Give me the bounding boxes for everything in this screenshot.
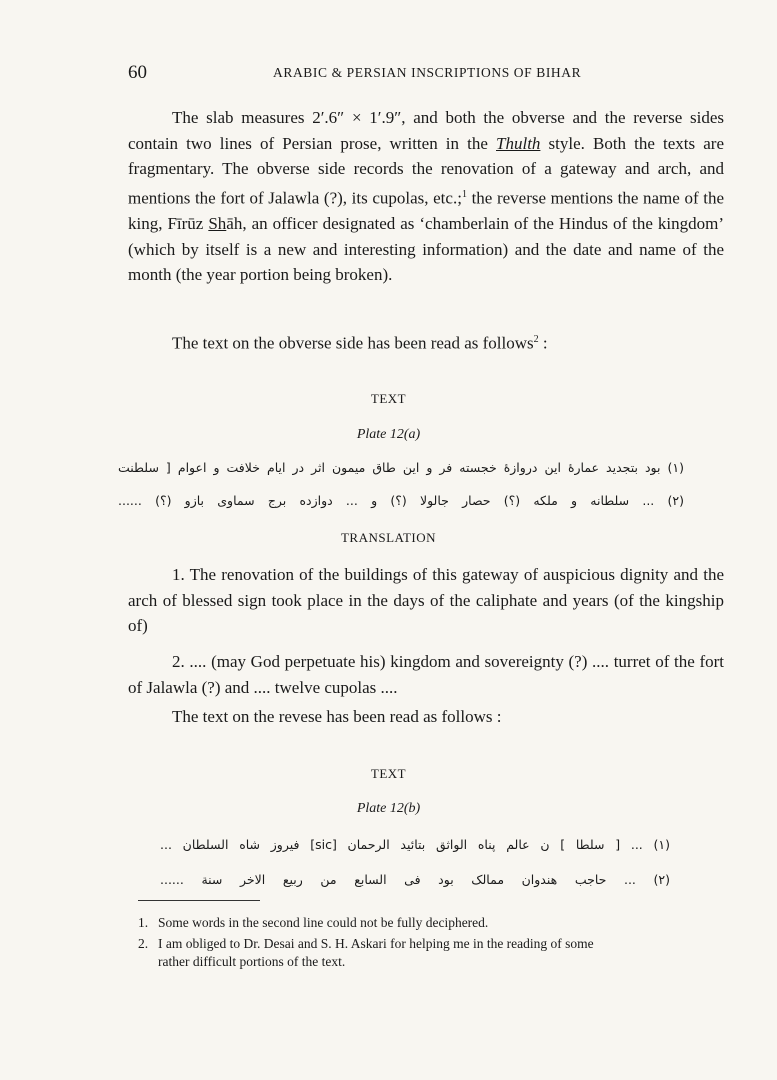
translation-line-2: 2. .... (may God perpetuate his) kingdom and sovereignty (?) .... turret of the fort of Jalawla (?) and .... twelve cupolas ....	[128, 652, 724, 697]
obverse-text-heading: TEXT	[370, 391, 407, 406]
translation-line-1: 1. The renovation of the buildings of this gateway of auspicious dignity and the arch of blessed sign took place in the days of the caliphate and years (of the kingship of)	[128, 565, 724, 636]
footnote-1: 1. Some words in the second line could not be fully deciphered.	[138, 915, 489, 930]
translation-heading: TRANSLATION	[340, 530, 437, 545]
reverse-arabic-line-1: (۱) ... [ سلطا ] ن عالم پناه الواثق بتائید الرحمان [sic] فیروز شاه السلطان ...	[160, 837, 670, 852]
running-title: ARABIC & PERSIAN INSCRIPTIONS OF BIHAR	[273, 65, 582, 80]
reading-intro: The text on the obverse side has been read as follows$^2$ :	[172, 333, 548, 353]
obverse-arabic-line-2: (۲) ... سلطانه و ملکه (؟) حصار جالولا (؟) و ... دوازده برج سماوی بازو (؟) ......	[118, 493, 684, 508]
obverse-plate-label: Plate 12(a)	[356, 427, 421, 442]
page-header	[128, 62, 725, 86]
intro-paragraph: The slab measures 2′.6″ × 1′.9″, and both the obverse and the reverse sides contain two lines of Persian prose, written in the Thulth style. Both the texts are fragmentary. The obverse side records the renovation of a gateway and arch, and mentions the fort of Jalawla (?), its cupolas, etc.;$^1$ the reverse mentions the name of the king, Fīrūz Shāh, an officer designated as ‘chamberlain of the Hindus of the kingdom’ (which by itself is a new and interesting information) and the date and name of the month (the year portion being broken).	[128, 108, 725, 285]
footnote-2: 2. I am obliged to Dr. Desai and S. H. Askari for helping me in the reading of some rather difficult portions of the text.	[138, 936, 594, 969]
reverse-text-heading: TEXT	[370, 766, 407, 781]
footnote-ref-1: 1	[461, 188, 467, 200]
reverse-intro: The text on the revese has been read as follows :	[172, 707, 502, 726]
style-name: Thulth	[496, 133, 541, 153]
page-number: 60	[128, 62, 147, 83]
reverse-plate-label: Plate 12(b)	[356, 801, 421, 816]
obverse-arabic-line-1: (۱) بود بتجدید عمارۀ این دروازۀ خجسته فر و این طاق میمون اثر در ایام خلافت و اعوام [ سلطنت	[118, 460, 684, 475]
footnote-divider	[138, 900, 260, 901]
reverse-arabic-line-2: (۲) ... حاجب هندوان ممالک بود فی السابع من ربیع الاخر سنة ......	[160, 872, 670, 887]
footnote-ref-2: 2	[533, 334, 539, 345]
